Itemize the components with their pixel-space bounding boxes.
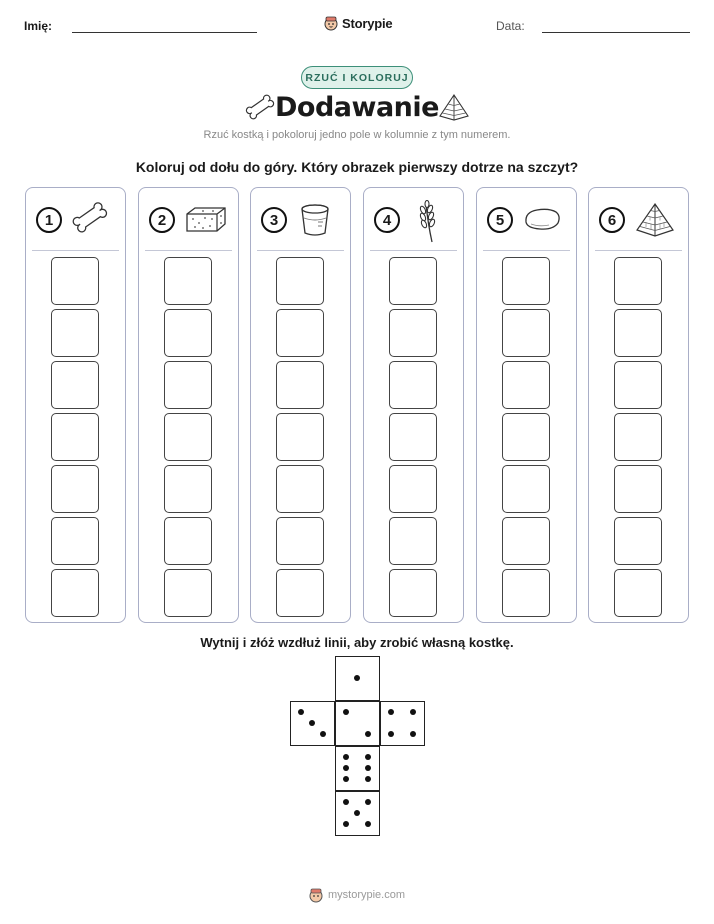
column-1 [25,187,126,623]
color-cell[interactable] [51,517,99,565]
color-cell[interactable] [276,413,324,461]
color-cell[interactable] [276,569,324,617]
column-divider [483,250,570,251]
bone-icon [70,200,112,238]
die-pip [365,754,371,760]
color-cell[interactable] [164,517,212,565]
die-pip [410,709,416,715]
column-header [251,188,350,250]
color-cell[interactable] [614,517,662,565]
color-cell[interactable] [614,569,662,617]
color-cell[interactable] [164,569,212,617]
column-number: 4 [374,207,400,233]
brand-logo [323,12,403,34]
die-pip [354,675,360,681]
color-cell[interactable] [614,361,662,409]
column-divider [32,250,119,251]
date-label: Data: [496,19,525,33]
column-divider [145,250,232,251]
die-face-5[interactable] [335,791,380,836]
footer-url[interactable]: mystorypie.com [328,889,406,901]
date-line[interactable] [542,32,690,33]
color-cell[interactable] [51,361,99,409]
color-cell[interactable] [276,465,324,513]
die-pip [365,776,371,782]
die-pip [343,776,349,782]
color-cell[interactable] [51,257,99,305]
column-number: 3 [261,207,287,233]
cup-icon [295,200,335,240]
color-cell[interactable] [502,309,550,357]
die-face-2[interactable] [335,701,380,746]
color-cell[interactable] [164,465,212,513]
color-cell[interactable] [51,465,99,513]
column-header [26,188,125,250]
die-pip [343,754,349,760]
die-pip [343,709,349,715]
name-line[interactable] [72,32,257,33]
column-divider [370,250,457,251]
column-header [477,188,576,250]
column-4 [363,187,464,623]
color-cell[interactable] [276,517,324,565]
die-pip [298,709,304,715]
page-title: Dodawanie [275,92,439,123]
activity-badge: RZUĆ I KOLORUJ [301,66,413,89]
column-header [589,188,688,250]
pyramid-icon [437,92,471,122]
color-cell[interactable] [389,257,437,305]
footer [308,884,418,906]
color-cell[interactable] [276,257,324,305]
die-pip [343,799,349,805]
color-cell[interactable] [389,309,437,357]
color-cell[interactable] [389,361,437,409]
color-cell[interactable] [51,569,99,617]
die-pip [309,720,315,726]
color-cell[interactable] [164,361,212,409]
column-divider [257,250,344,251]
column-divider [595,250,682,251]
color-cell[interactable] [502,257,550,305]
color-cell[interactable] [51,413,99,461]
storypie-mascot-icon [308,887,324,903]
cut-instruction: Wytnij i złóż wzdłuż linii, aby zrobić własną kostkę. [200,635,514,650]
color-cell[interactable] [51,309,99,357]
color-cell[interactable] [276,361,324,409]
column-2 [138,187,239,623]
die-face-1[interactable] [335,656,380,701]
potato-icon [521,200,563,238]
color-cell[interactable] [502,569,550,617]
die-face-6[interactable] [335,746,380,791]
column-number: 1 [36,207,62,233]
color-cell[interactable] [614,257,662,305]
instruction: Koloruj od dołu do góry. Który obrazek pierwszy dotrze na szczyt? [135,159,579,175]
color-cell[interactable] [389,569,437,617]
column-number: 2 [149,207,175,233]
die-pip [343,765,349,771]
storypie-mascot-icon [323,15,339,31]
color-cell[interactable] [276,309,324,357]
color-cell[interactable] [502,361,550,409]
color-cell[interactable] [389,465,437,513]
column-header [364,188,463,250]
die-pip [320,731,326,737]
color-cell[interactable] [502,465,550,513]
wheat-icon [408,200,448,244]
color-cell[interactable] [164,413,212,461]
pyramid-icon [633,200,677,240]
color-cell[interactable] [614,465,662,513]
die-pip [343,821,349,827]
die-pip [354,810,360,816]
color-cell[interactable] [614,309,662,357]
die-pip [365,731,371,737]
color-cell[interactable] [502,413,550,461]
die-pip [410,731,416,737]
column-number: 5 [487,207,513,233]
color-cell[interactable] [389,517,437,565]
subtitle: Rzuć kostką i pokoloruj jedno pole w kolumnie z tym numerem. [203,129,511,141]
brand-name: Storypie [342,15,393,31]
die-pip [365,765,371,771]
color-cell[interactable] [164,309,212,357]
die-face-4[interactable] [380,701,425,746]
die-pip [365,821,371,827]
color-cell[interactable] [389,413,437,461]
die-pip [365,799,371,805]
die-pip [388,731,394,737]
column-5 [476,187,577,623]
column-6 [588,187,689,623]
column-header [139,188,238,250]
name-label: Imię: [24,19,53,33]
die-pip [388,709,394,715]
column-3 [250,187,351,623]
color-cell[interactable] [502,517,550,565]
die-face-3[interactable] [290,701,335,746]
color-cell[interactable] [614,413,662,461]
sponge-icon [183,200,229,238]
column-number: 6 [599,207,625,233]
color-cell[interactable] [164,257,212,305]
